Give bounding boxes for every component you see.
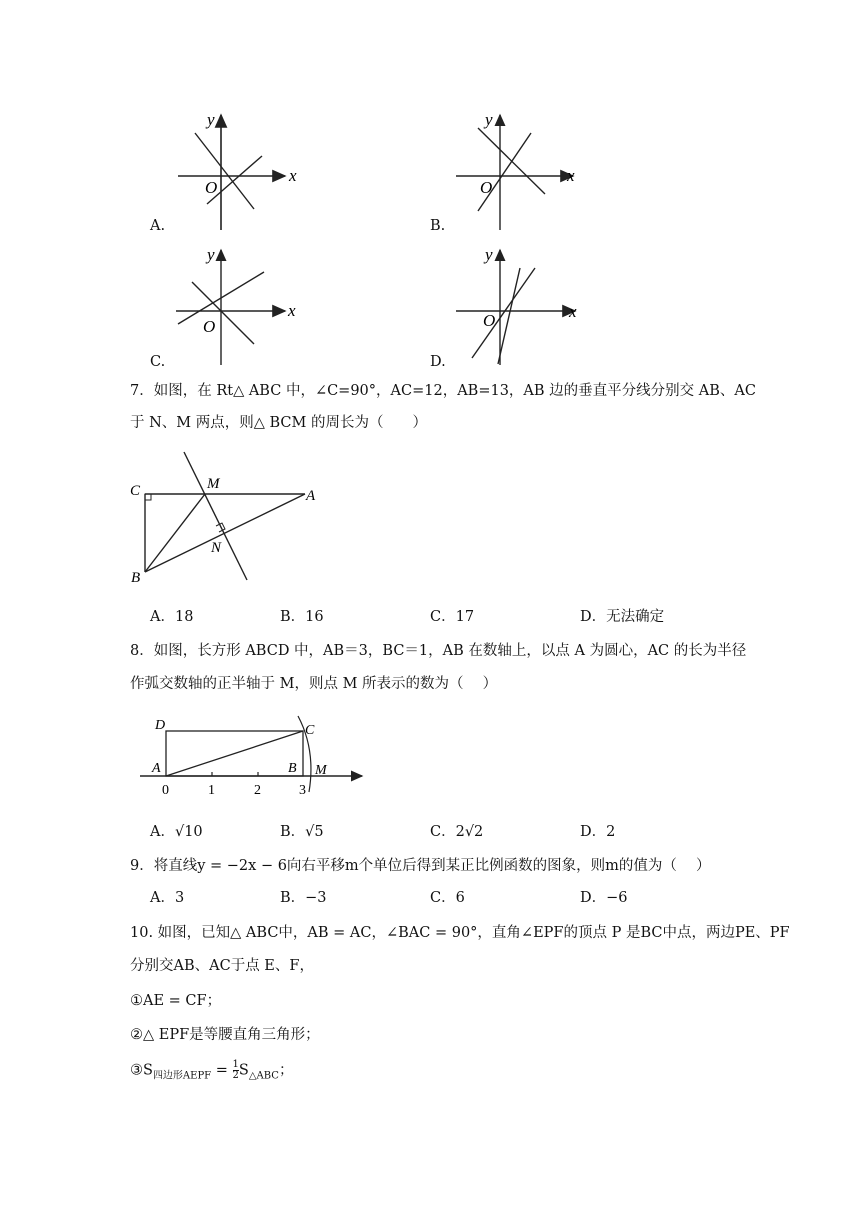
svg-text:x: x <box>569 302 577 321</box>
x-label: x <box>289 166 297 185</box>
svg-text:2: 2 <box>254 783 261 798</box>
q6-graph-d <box>450 240 590 370</box>
q9-choice-c[interactable]: C．6 <box>430 890 465 906</box>
svg-text:C: C <box>305 723 315 738</box>
q9-choice-a[interactable]: A．3 <box>150 890 185 906</box>
q6-graph-b <box>450 105 590 235</box>
svg-text:N: N <box>211 540 222 556</box>
svg-text:y: y <box>485 245 493 264</box>
y-label: y <box>207 110 215 129</box>
q9-stem: 9．将直线y = −2x − 6向右平移m个单位后得到某正比例函数的图象，则m的值为（ ） <box>130 858 711 874</box>
q7-choice-a[interactable]: A．18 <box>150 609 194 625</box>
q7-stem-line1: 7．如图，在 Rt△ ABC 中，∠C=90°，AC=12，AB=13，AB 边的垂直平分线分别交 AB、AC <box>130 383 756 399</box>
svg-text:y: y <box>485 110 493 129</box>
svg-text:1: 1 <box>208 783 215 798</box>
q7-stem-line2: 于 N、M 两点，则△ BCM 的周长为（ ） <box>130 415 427 431</box>
svg-text:x: x <box>567 166 575 185</box>
q7-figure <box>125 448 335 588</box>
q8-choice-c[interactable]: C．2√2 <box>430 824 484 840</box>
svg-text:C: C <box>130 483 141 499</box>
q8-figure <box>140 712 370 802</box>
q10-stem-line2: 分别交AB、AC于点 E、F， <box>130 958 314 974</box>
svg-text:O: O <box>480 178 493 197</box>
q10-statement-1: ①AE = CF； <box>130 993 222 1009</box>
q6-option-a-letter[interactable]: A. <box>150 218 166 234</box>
q10-statement-2: ②△ EPF是等腰直角三角形； <box>130 1027 320 1043</box>
svg-text:B: B <box>288 761 297 776</box>
diagonal-ac <box>166 731 303 776</box>
svg-text:0: 0 <box>162 783 169 798</box>
q8-choice-a[interactable]: A．√10 <box>150 824 203 840</box>
segment-ba <box>145 494 305 572</box>
q8-stem-line1: 8．如图，长方形 ABCD 中，AB＝3，BC＝1，AB 在数轴上，以点 A 为圆心，AC 的长为半径 <box>130 643 747 659</box>
q7-choice-c[interactable]: C．17 <box>430 609 475 625</box>
q9-choice-d[interactable]: D．−6 <box>580 890 628 906</box>
q6-option-d-letter[interactable]: D. <box>430 354 446 370</box>
q10-statement-3: $③S_{四边形AEPF}$ = $\frac{1}{2}$ $S_{\triangle ABC}$； <box>130 1059 294 1082</box>
right-angle-mark-c <box>145 494 151 500</box>
q7-choice-d[interactable]: D．无法确定 <box>580 609 665 625</box>
svg-text:M: M <box>207 476 220 492</box>
svg-text:A: A <box>152 761 161 776</box>
svg-text:A: A <box>306 488 316 504</box>
svg-text:D: D <box>155 718 166 733</box>
svg-text:M: M <box>315 763 327 778</box>
q10-stem-line1: 10. 如图，已知△ ABC中，AB = AC，∠BAC = 90°，直角∠EPF的顶点 P 是BC中点，两边PE、PF <box>130 925 790 941</box>
svg-text:3: 3 <box>299 783 306 798</box>
svg-text:x: x <box>288 301 296 320</box>
perpendicular-bisector <box>184 452 247 580</box>
q6-option-c-letter[interactable]: C. <box>150 354 166 370</box>
q7-choice-b[interactable]: B．16 <box>280 609 324 625</box>
svg-text:B: B <box>131 570 141 586</box>
svg-text:y: y <box>207 245 215 264</box>
segment-bm <box>145 494 205 572</box>
q8-stem-line2: 作弧交数轴的正半轴于 M，则点 M 所表示的数为（ ） <box>130 676 498 692</box>
q6-option-b-letter[interactable]: B. <box>430 218 446 234</box>
q8-choice-d[interactable]: D．2 <box>580 824 616 840</box>
q6-graph-c <box>170 240 310 370</box>
q8-choice-b[interactable]: B．√5 <box>280 824 324 840</box>
svg-text:O: O <box>483 311 496 330</box>
q6-graph-a <box>170 105 310 235</box>
q9-choice-b[interactable]: B．−3 <box>280 890 327 906</box>
svg-text:O: O <box>203 317 216 336</box>
origin-label: O <box>205 178 218 197</box>
